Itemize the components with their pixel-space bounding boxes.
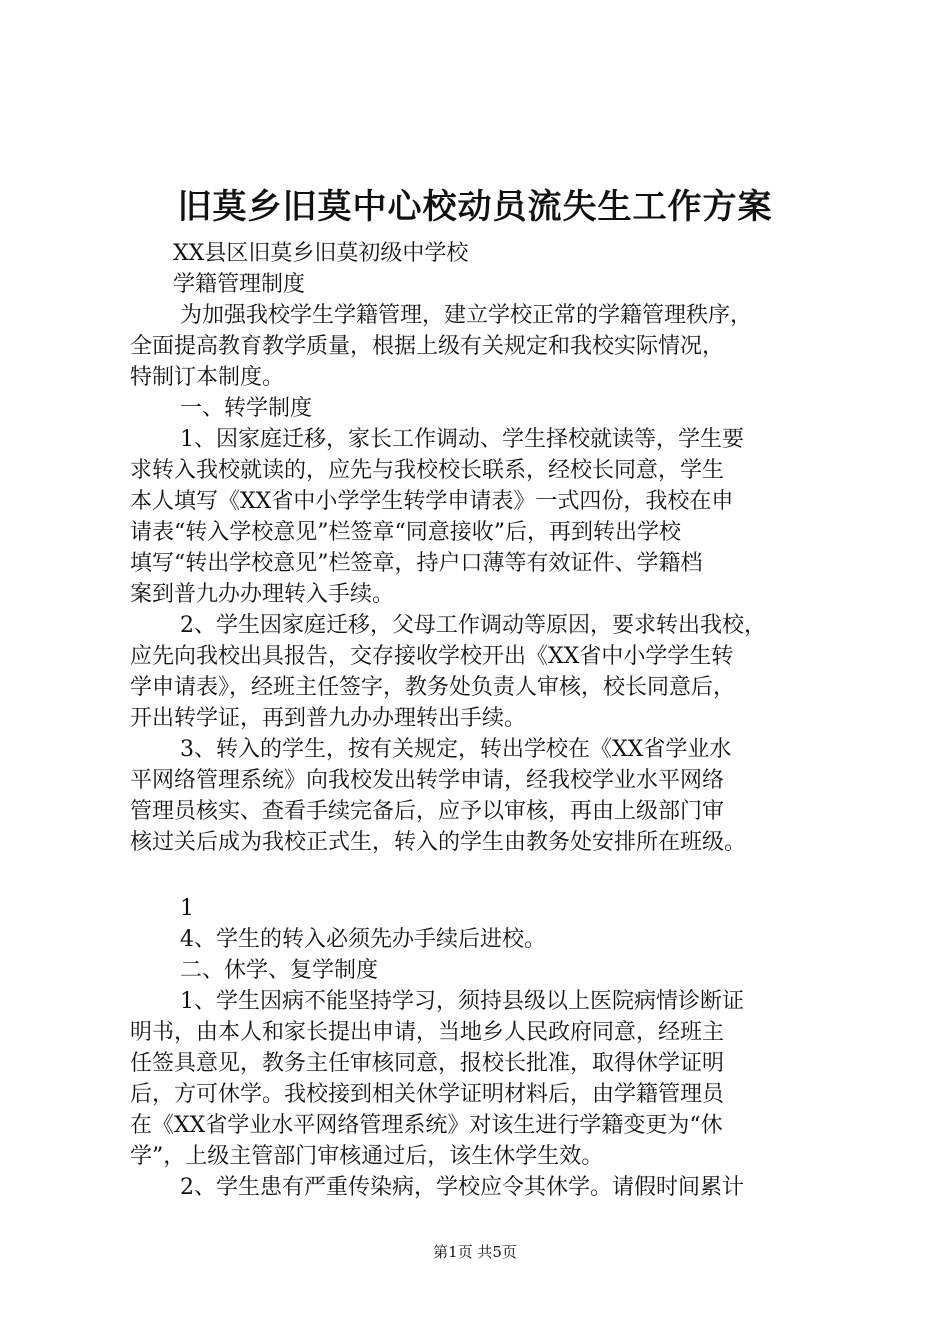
school-name-line: XX县区旧莫乡旧莫初级中学校 [173,241,469,266]
paragraph-line: 在《XX省学业水平网络管理系统》对该生进行学籍变更为“休 [130,1113,723,1138]
paragraph-line: 开出转学证，再到普九办办理转出手续。 [130,706,527,731]
paragraph-line: 任签具意见，教务主任审核同意，报校长批准，取得休学证明 [130,1051,725,1076]
paragraph-line: 1、学生因病不能坚持学习，须持县级以上医院病情诊断证 [180,989,744,1014]
section-heading-suspension: 二、休学、复学制度 [180,958,379,983]
document-title: 旧莫乡旧莫中心校动员流失生工作方案 [177,187,773,227]
spacer [130,858,850,893]
stray-number: 1 [180,896,194,921]
paragraph-line: 填写“转出学校意见”栏签章，持户口薄等有效证件、学籍档 [130,551,703,576]
section-heading-transfer: 一、转学制度 [180,396,313,421]
paragraph-line: 1、因家庭迁移，家长工作调动、学生择校就读等，学生要 [180,427,744,452]
intro-line: 为加强我校学生学籍管理，建立学校正常的学籍管理秩序， [180,303,753,328]
paragraph-line: 案到普九办办理转入手续。 [130,582,395,607]
paragraph-line: 管理员核实、查看手续完备后，应予以审核，再由上级部门审 [130,799,725,824]
paragraph-line: 学”，上级主管部门审核通过后，该生休学生效。 [130,1144,604,1169]
paragraph-line: 4、学生的转入必须先办手续后进校。 [180,927,546,952]
paragraph-line: 求转入我校就读的，应先与我校校长联系，经校长同意，学生 [130,458,725,483]
intro-line: 全面提高教育教学质量，根据上级有关规定和我校实际情况， [130,334,725,359]
paragraph-line: 明书，由本人和家长提出申请，当地乡人民政府同意，经班主 [130,1020,725,1045]
page-footer: 第1页 共5页 [433,1243,517,1261]
paragraph-line: 2、学生患有严重传染病，学校应令其休学。请假时间累计 [180,1175,744,1200]
paragraph-line: 2、学生因家庭迁移，父母工作调动等原因，要求转出我校， [180,613,766,638]
subtitle-line: 学籍管理制度 [173,272,306,297]
document-body [130,238,850,1203]
paragraph-line: 3、转入的学生，按有关规定，转出学校在《XX省学业水 [180,737,732,762]
paragraph-line: 请表“转入学校意见”栏签章“同意接收”后，再到转出学校 [130,520,681,545]
paragraph-line: 本人填写《XX省中小学学生转学申请表》一式四份，我校在申 [130,489,734,514]
paragraph-line: 学申请表》，经班主任签字，教务处负责人审核，校长同意后， [130,675,736,700]
paragraph-line: 平网络管理系统》向我校发出转学申请，经我校学业水平网络 [130,768,725,793]
paragraph-line: 核过关后成为我校正式生，转入的学生由教务处安排所在班级。 [130,830,747,855]
paragraph-line: 应先向我校出具报告，交存接收学校开出《XX省中小学学生转 [130,644,734,669]
paragraph-line: 后，方可休学。我校接到相关休学证明材料后，由学籍管理员 [130,1082,725,1107]
intro-line: 特制订本制度。 [130,365,285,390]
